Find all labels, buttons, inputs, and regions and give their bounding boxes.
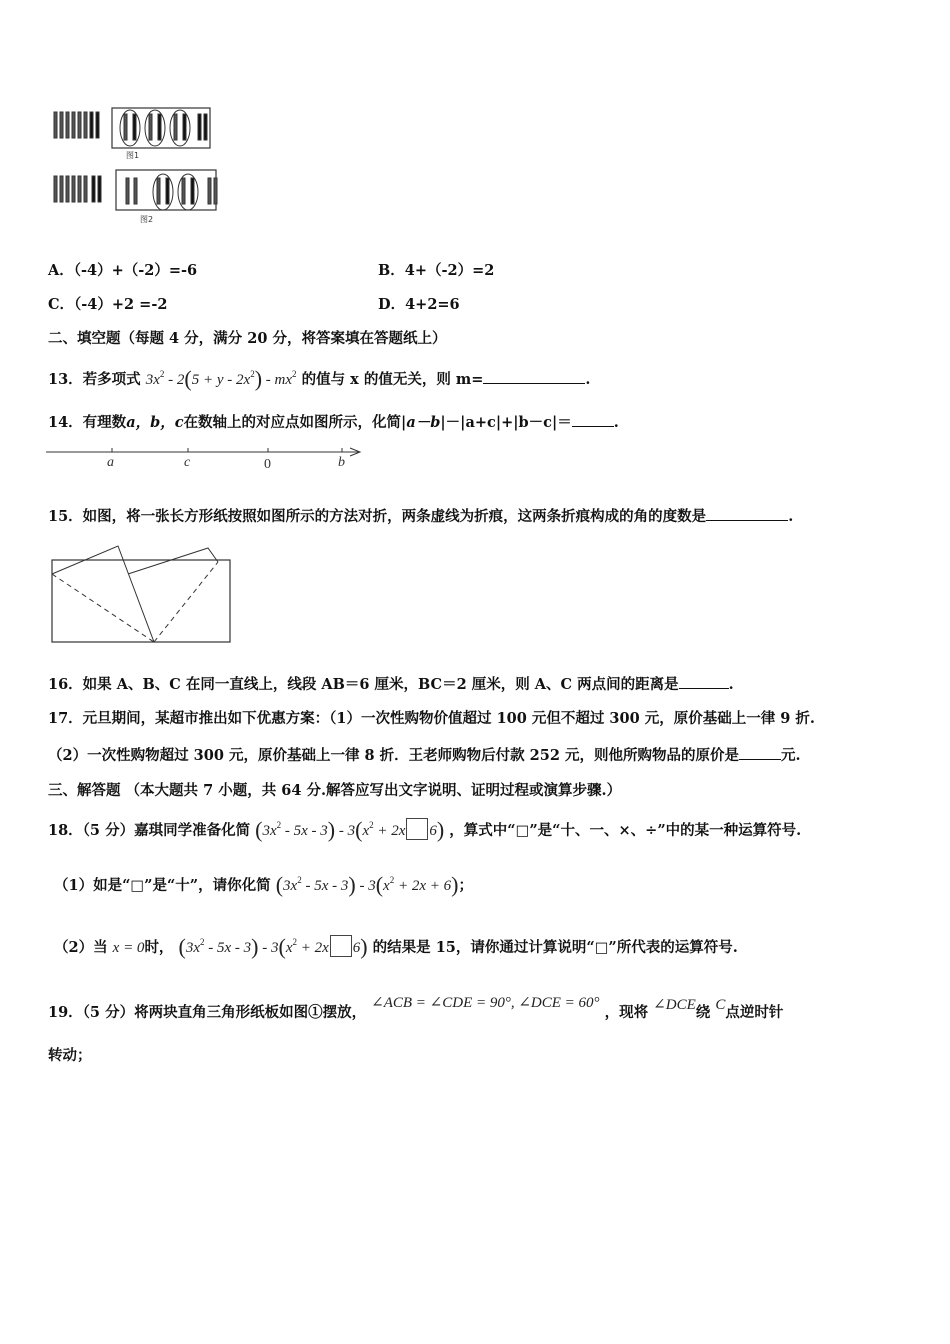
q19-mid: ，现将 (604, 1004, 649, 1021)
q18-part1-expr4: x (383, 878, 390, 894)
q13-expr-d: - mx (262, 372, 293, 388)
number-line (44, 440, 374, 474)
section-3-title: 三、解答题 （本大题共 7 小题，共 64 分.解答应写出文字说明、证明过程或演算步骤.） (48, 782, 622, 799)
q18-part2-mid: 时， (144, 939, 174, 956)
abacus-row-2 (54, 170, 217, 210)
option-c: C．（-4）+2 =-2 (48, 296, 168, 313)
q17-line2: （2）一次性购物超过 300 元，原价基础上一律 8 折．王老师购物后付款 252 元，则他所购物品的原价是 (48, 747, 739, 764)
q18-part2-expr1: 3x (185, 940, 200, 956)
axis-label-a: a (107, 455, 114, 470)
axis-label-b: b (338, 455, 345, 470)
section-2-title: 二、填空题（每题 4 分，满分 20 分，将答案填在答题纸上） (48, 330, 447, 347)
q13-prefix: 13．若多项式 (48, 371, 141, 388)
q18-expr2: - 5x - 3 (281, 823, 328, 839)
q13-end: . (585, 371, 591, 388)
abacus-left-beads-1 (54, 112, 99, 138)
q18-part1-prefix: （1）如是“□”是“十”，请你化简 (54, 877, 271, 894)
q14-rest: |－|a+c|+|b－c|＝ (440, 414, 572, 431)
q16-end: . (728, 676, 734, 693)
q14-mid: 在数轴上的对应点如图所示，化简| (183, 414, 407, 431)
q13-expression: $3x^2 - 2(5 + y - 2x^2) - mx^2$ (145, 366, 297, 391)
operator-box-2 (330, 935, 352, 957)
question-17-line-2 (48, 746, 801, 766)
q18-expression: $(3x^2 - 5x - 3) - 3(x^2 + 2x$ 6) (255, 817, 445, 842)
question-19-line-2: 转动； (48, 1047, 92, 1064)
q18-expr4: x (362, 823, 370, 839)
q19-prefix: 19．（5 分）将两块直角三角形纸板如图①摆放， (48, 1004, 367, 1021)
folded-paper-figure (48, 540, 238, 650)
q18-part1-expr2: - 5x - 3 (301, 878, 349, 894)
question-18-part-2 (54, 932, 738, 958)
q18-expr1: 3x (262, 823, 277, 839)
axis-label-c: c (184, 455, 191, 470)
question-16 (48, 675, 734, 695)
question-18-part-1 (54, 870, 473, 896)
q13-expr-a: 3x (145, 372, 160, 388)
q18-part1-expression: $(3x^2 - 5x - 3) - 3(x^2 + 2x + 6)$ (275, 872, 459, 897)
q18-part2-suffix: 的结果是 15，请你通过计算说明“□”所代表的运算符号. (372, 939, 738, 956)
q18-part1-end: ； (458, 877, 473, 894)
abacus-caption-1: 图1 (126, 151, 140, 160)
q16-text: 16．如果 A、B、C 在同一直线上，线段 AB＝6 厘米，BC＝2 厘米，则 A、C 两点间的距离是 (48, 676, 679, 693)
q14-expr: a－b (406, 414, 441, 431)
q18-expr5: + 2x (373, 823, 406, 839)
operator-box (406, 818, 428, 840)
q18-part2-cond: x = 0 (112, 940, 145, 956)
q13-answer-blank (483, 383, 585, 384)
q19-point: C (715, 997, 726, 1013)
q14-answer-blank (572, 426, 614, 427)
question-13 (48, 364, 590, 390)
q18-part2-expr6: 6 (352, 940, 361, 956)
q15-answer-blank (706, 520, 788, 521)
option-d: D．4+2=6 (378, 296, 460, 313)
q17-answer-blank (739, 759, 781, 760)
q18-part2-expr3: - 3 (258, 940, 279, 956)
q18-part2-prefix: （2）当 (54, 939, 108, 956)
q18-part1-tail: + 2x + 6 (394, 878, 452, 894)
q19-rotate: 绕 (695, 1004, 711, 1021)
q18-expr6: 6 (429, 823, 437, 839)
q15-text: 15．如图，将一张长方形纸按照如图所示的方法对折，两条虚线为折痕，这两条折痕构成的角的度数是 (48, 508, 707, 525)
q14-prefix: 14．有理数 (48, 414, 127, 431)
axis-label-0: 0 (264, 457, 271, 472)
q13-expr-c: 5 + y - 2x (191, 372, 251, 388)
q18-part2-expr2: - 5x - 3 (204, 940, 252, 956)
q13-suffix: 的值与 x 的值无关，则 m= (301, 371, 484, 388)
q18-part1-expr1: 3x (283, 878, 298, 894)
abacus-caption-2: 图2 (140, 215, 154, 224)
q18-suffix: ，算式中“□”是“十、一、×、÷”中的某一种运算符号. (449, 822, 802, 839)
q18-part2-expr4: x (285, 940, 293, 956)
q14-vars: a，b，c (126, 414, 184, 431)
q18-expr3: - 3 (335, 823, 356, 839)
q17-line2-end: 元. (781, 747, 801, 764)
q19-suffix: 点逆时针 (725, 1004, 784, 1021)
q16-answer-blank (679, 688, 729, 689)
option-b: B．4+（-2）=2 (378, 262, 495, 279)
abacus-row-1 (54, 108, 210, 148)
question-14 (48, 413, 619, 433)
abacus-figure (48, 100, 238, 230)
q18-prefix: 18．（5 分）嘉琪同学准备化简 (48, 822, 251, 839)
q15-end: . (788, 508, 794, 525)
q18-part1-expr3: - 3 (355, 878, 376, 894)
question-19 (48, 993, 783, 1023)
q14-end: . (613, 414, 619, 431)
question-17-line-1: 17．元旦期间，某超市推出如下优惠方案：（1）一次性购物价值超过 100 元但不超过 300 元，原价基础上一律 9 折. (48, 710, 815, 727)
q19-angle2: ∠DCE (653, 997, 696, 1013)
q13-expr-b: - 2 (164, 372, 185, 388)
option-a: A．（-4）+（-2）=-6 (48, 262, 198, 279)
q18-part2-expression: $(3x^2 - 5x - 3) - 3(x^2 + 2x$ 6) (178, 934, 368, 959)
q19-angles: ∠ACB = ∠CDE = 90°, ∠DCE = 60° (371, 995, 600, 1011)
q18-part2-expr5: + 2x (296, 940, 329, 956)
question-15 (48, 507, 793, 527)
question-18 (48, 815, 801, 841)
